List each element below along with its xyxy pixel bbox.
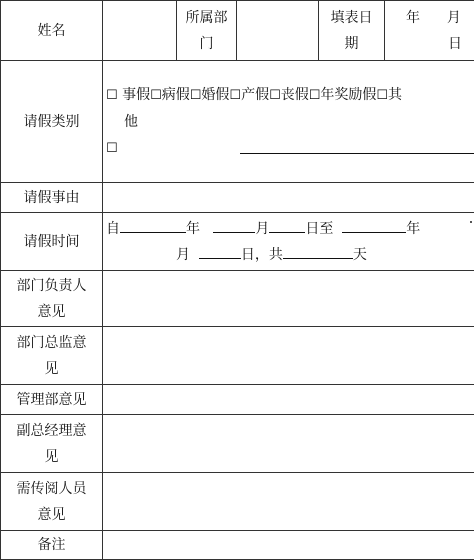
vgm-label-line-2: 见 xyxy=(4,444,99,470)
leave-type-row xyxy=(1,61,474,183)
time-year-1: 年 xyxy=(186,221,200,237)
vgm-row xyxy=(1,415,474,473)
vgm-opinion-field[interactable] xyxy=(103,415,474,473)
leave-type-options xyxy=(103,61,474,183)
circulate-row xyxy=(1,473,474,531)
checkbox-icon: ☐ xyxy=(150,88,162,103)
dept-head-label xyxy=(1,271,103,327)
date-month-label: 月 xyxy=(447,10,461,26)
dept-director-label xyxy=(1,327,103,385)
remarks-label: 备注 xyxy=(1,531,103,560)
time-label: 请假时间 xyxy=(1,213,103,271)
dept-head-label-line-2: 意见 xyxy=(4,299,99,325)
checkbox-icon: ☐ xyxy=(376,88,388,103)
time-row xyxy=(1,213,474,271)
dept-head-opinion-field[interactable] xyxy=(103,271,474,327)
dept-field[interactable] xyxy=(237,1,319,61)
option-sick[interactable]: ☐病假 xyxy=(150,87,190,103)
mgmt-opinion-field[interactable] xyxy=(103,385,474,415)
date-day-label: 日 xyxy=(448,36,462,52)
to-day-blank[interactable] xyxy=(199,242,241,259)
time-day-to: 日至 xyxy=(305,221,333,237)
checkbox-icon: ☐ xyxy=(190,88,202,103)
dept-label xyxy=(177,1,237,61)
date-label-line-2: 期 xyxy=(322,31,381,57)
reason-row xyxy=(1,183,474,213)
option-marriage[interactable]: ☐婚假 xyxy=(190,87,230,103)
checkbox-icon: ☐ xyxy=(309,88,321,103)
time-line-2 xyxy=(106,242,471,268)
dept-director-label-line-1: 部门总监意 xyxy=(4,330,99,356)
checkbox-icon: ☐ xyxy=(269,88,281,103)
leave-type-line xyxy=(106,82,471,109)
mgmt-row xyxy=(1,385,474,415)
name-label: 姓名 xyxy=(1,1,103,61)
dept-label-line-2: 门 xyxy=(180,31,233,57)
dept-director-label-line-2: 见 xyxy=(4,356,99,382)
checkbox-icon: ☐ xyxy=(106,141,118,156)
option-personal[interactable]: ☐ 事假 xyxy=(106,87,150,103)
dept-head-label-line-1: 部门负责人 xyxy=(4,273,99,299)
dept-label-line-1: 所属部 xyxy=(180,5,233,31)
reason-field[interactable] xyxy=(103,183,474,213)
time-from: 自 xyxy=(106,221,120,237)
option-annual-reward[interactable]: ☐年奖励假 xyxy=(309,87,377,103)
from-year-blank[interactable] xyxy=(120,216,186,233)
mgmt-label: 管理部意见 xyxy=(1,385,103,415)
leave-type-label: 请假类别 xyxy=(1,61,103,183)
time-year-2: 年 xyxy=(406,221,420,237)
checkbox-icon: ☐ xyxy=(106,88,118,103)
circulate-label-line-1: 需传阅人员 xyxy=(4,476,99,502)
date-year-label: 年 xyxy=(406,10,420,26)
date-field[interactable] xyxy=(385,1,474,61)
dept-director-row xyxy=(1,327,474,385)
date-label-line-1: 填表日 xyxy=(322,5,381,31)
time-month-1: 月 xyxy=(255,221,269,237)
circulate-opinion-field[interactable] xyxy=(103,473,474,531)
option-maternity[interactable]: ☐产假 xyxy=(229,87,269,103)
time-month-2: 月 xyxy=(176,247,190,263)
other-underline[interactable] xyxy=(240,141,474,154)
to-year-blank[interactable] xyxy=(342,216,406,233)
name-field[interactable] xyxy=(103,1,177,61)
vgm-label-line-1: 副总经理意 xyxy=(4,418,99,444)
total-days-blank[interactable] xyxy=(283,242,353,259)
dept-director-opinion-field[interactable] xyxy=(103,327,474,385)
time-line-1 xyxy=(106,216,471,242)
time-day-total: 日，共 xyxy=(241,247,283,263)
dept-head-row xyxy=(1,271,474,327)
vgm-label xyxy=(1,415,103,473)
circulate-label-line-2: 意见 xyxy=(4,502,99,528)
from-day-blank[interactable] xyxy=(269,216,305,233)
from-month-blank[interactable] xyxy=(213,216,255,233)
remarks-row xyxy=(1,531,474,560)
remarks-field[interactable] xyxy=(103,531,474,560)
circulate-label xyxy=(1,473,103,531)
checkbox-icon: ☐ xyxy=(229,88,241,103)
time-field xyxy=(103,213,474,271)
header-row xyxy=(1,1,474,61)
stray-mark xyxy=(470,221,472,223)
time-days: 天 xyxy=(353,247,367,263)
option-other[interactable]: ☐其 xyxy=(376,87,402,103)
option-bereavement[interactable]: ☐丧假 xyxy=(269,87,309,103)
other-wrap-text: 他 xyxy=(106,109,471,135)
other-line[interactable] xyxy=(106,135,471,162)
date-label xyxy=(319,1,385,61)
reason-label: 请假事由 xyxy=(1,183,103,213)
